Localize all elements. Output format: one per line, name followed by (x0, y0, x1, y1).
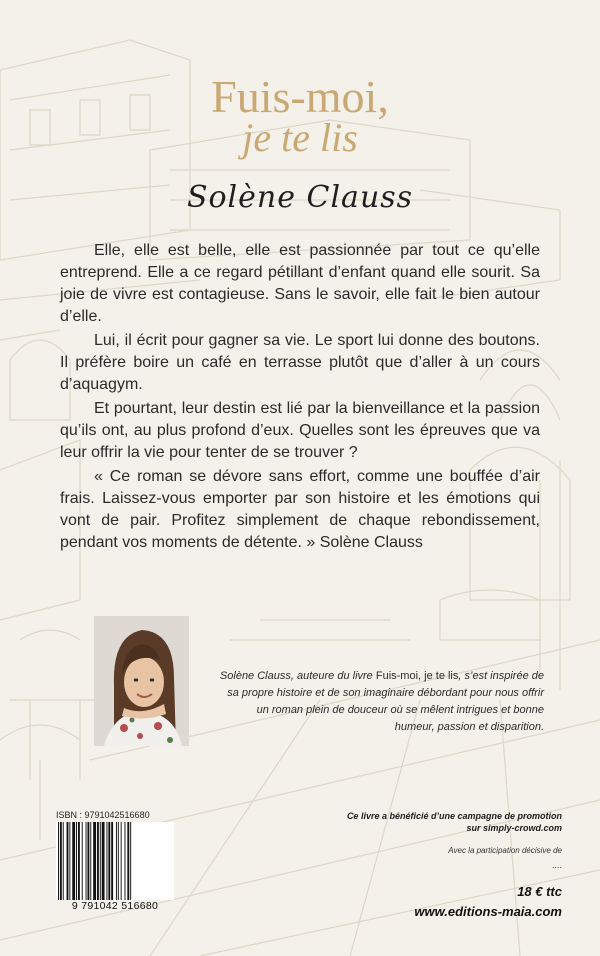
barcode-bar (63, 822, 64, 900)
barcode-bar (82, 822, 83, 900)
author-portrait-image (94, 616, 189, 746)
barcode-bar (86, 822, 87, 900)
publisher-website: www.editions-maia.com (414, 904, 562, 919)
barcode-bar (76, 822, 77, 900)
bio-text-start: Solène Clauss, auteure du livre (219, 670, 376, 682)
isbn-digits: 9 791042 516680 (71, 900, 159, 912)
author-name: Solène Clauss (186, 180, 414, 215)
barcode-bar (125, 822, 126, 900)
bio-book-title: Fuis-moi, je te lis (375, 670, 459, 682)
barcode-bar (72, 822, 75, 900)
barcode-bar (118, 822, 119, 900)
barcode-bar (106, 822, 107, 900)
promotion-line-1: Ce livre a bénéficié d’une campagne de promotion (346, 811, 562, 821)
barcode-bar (93, 822, 96, 900)
barcode-bar (102, 822, 105, 900)
barcode-bar (60, 822, 62, 900)
barcode-bar (90, 822, 91, 900)
promotion-notice (250, 810, 562, 834)
summary-paragraph: Et pourtant, leur destin est lié par la bienveillance et la passion qu’ils ont, au plus profond d’eux. Quelles sont les épreuves que va leur offrir la vie pour tenter de se trouver ? (60, 400, 540, 461)
isbn-label: ISBN : 9791042516680 (56, 810, 150, 820)
partner-label: Avec la participation décisive de (448, 846, 562, 855)
barcode-bar (121, 822, 122, 900)
summary-paragraph: Lui, il écrit pour gagner sa vie. Le sport lui donne des boutons. Il préfère boire un café en terrasse plutôt que d’aller à un cours d’aquagym. (60, 332, 540, 393)
barcode-bar (97, 822, 99, 900)
isbn-barcode (56, 822, 174, 900)
book-title-line1: Fuis-moi, (211, 71, 389, 122)
barcode-bar (100, 822, 101, 900)
back-cover-summary (60, 240, 540, 556)
bio-text-end: , s’est inspirée de sa propre histoire et de son imaginaire débordant pour nous offrir un roman plein de douceur où se mêlent intrigues et bonne humeur, passion et disparition. (227, 670, 544, 733)
partner-value: .... (551, 860, 562, 870)
barcode-bar (67, 822, 69, 900)
summary-paragraph: Elle, elle est belle, elle est passionnée par tout ce qu’elle entreprend. Elle a ce regard pétillant d’enfant quand elle sourit. Sa joie de vivre est contagieuse. Sans le savoir, elle fait le bien autour d’elle. (60, 242, 540, 325)
price: 18 € ttc (517, 884, 562, 899)
author-photo (94, 616, 189, 746)
barcode-bar (78, 822, 80, 900)
barcode-bar (127, 822, 129, 900)
barcode-bar (87, 822, 89, 900)
barcode-bar (69, 822, 70, 900)
author-bio (214, 668, 544, 736)
barcode-bar (58, 822, 59, 900)
author-quote: « Ce roman se dévore sans effort, comme une bouffée d’air frais. Laissez-vous emporter par son histoire et les émotions qui vont de pair. Profitez simplement de chaque rebondissement, pendant vos moments de détente. » Solène Clauss (60, 468, 540, 551)
barcode-bar (111, 822, 113, 900)
barcode-bar (130, 822, 131, 900)
promotion-line-2: sur simply-crowd.com (466, 823, 562, 833)
book-title-line2: je te lis (242, 115, 358, 160)
barcode-bar (116, 822, 117, 900)
barcode-bar (108, 822, 110, 900)
